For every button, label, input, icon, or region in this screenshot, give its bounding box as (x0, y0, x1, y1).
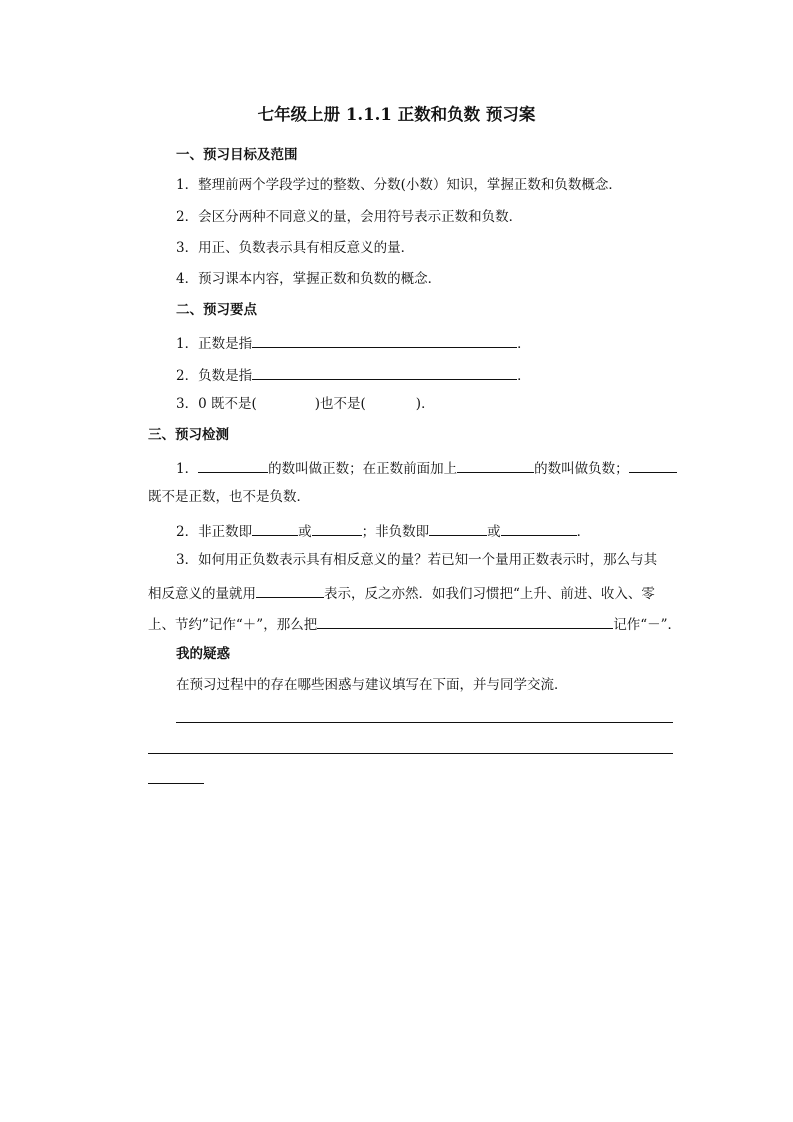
fill-blank[interactable] (252, 332, 517, 348)
keypoint-item (176, 395, 435, 413)
writing-line[interactable] (148, 753, 673, 754)
fill-blank[interactable] (457, 457, 534, 473)
fill-blank[interactable] (252, 520, 298, 536)
question-text: 的数叫做正数；在正数前面加上 (268, 461, 458, 477)
section-heading-keypoints: 二、预习要点 (176, 302, 257, 318)
writing-line[interactable] (148, 783, 204, 784)
keypoint-text: 3．0 既不是( (176, 396, 257, 412)
question-text: 1． (176, 461, 199, 477)
goal-item: 1．整理前两个学段学过的整数、分数(小数）知识，掌握正数和负数概念． (176, 177, 622, 193)
check-question (148, 582, 655, 603)
question-text: 表示，反之亦然．如我们习惯把“上升、前进、收入、零 (324, 586, 655, 602)
doubt-instruction: 在预习过程中的存在哪些困惑与建议填写在下面，并与同学交流． (176, 677, 568, 693)
question-text: 上、节约”记作“＋”，那么把 (148, 617, 318, 633)
page-title: 七年级上册 1.1.1 正数和负数 预习案 (257, 105, 536, 124)
fill-blank[interactable] (629, 457, 677, 473)
question-text: 2．非正数即 (176, 524, 253, 540)
check-question (148, 613, 681, 634)
question-text: 相反意义的量就用 (148, 586, 256, 602)
check-question: 3．如何用正负数表示具有相反意义的量？若已知一个量用正数表示时，那么与其 (176, 552, 658, 568)
section-heading-check: 三、预习检测 (148, 427, 229, 443)
keypoint-label: 1．正数是指 (176, 336, 253, 352)
goal-item: 2．会区分两种不同意义的量，会用符号表示正数和负数． (176, 209, 523, 225)
fill-blank[interactable] (198, 457, 268, 473)
check-question: 既不是正数，也不是负数． (148, 489, 310, 505)
writing-line[interactable] (176, 722, 673, 723)
keypoint-text: )也不是( (314, 396, 366, 412)
doubt-heading: 我的疑惑 (176, 646, 230, 662)
check-question (176, 520, 590, 541)
fill-blank[interactable] (317, 613, 613, 629)
question-text: 或 (487, 524, 501, 540)
question-text: 的数叫做负数； (534, 461, 629, 477)
keypoint-item (176, 332, 531, 353)
keypoint-item (176, 364, 531, 385)
goal-item: 3．用正、负数表示具有相反意义的量． (176, 240, 415, 256)
section-heading-goals: 一、预习目标及范围 (176, 147, 298, 163)
goal-item: 4．预习课本内容，掌握正数和负数的概念． (176, 271, 442, 287)
question-text: ；非负数即 (361, 524, 430, 540)
question-text: 或 (298, 524, 312, 540)
question-text: ． (576, 524, 591, 540)
punctuation: ． (517, 368, 531, 384)
fill-blank[interactable] (256, 582, 324, 598)
fill-blank[interactable] (312, 520, 362, 536)
check-question (176, 457, 677, 478)
keypoint-label: 2．负数是指 (176, 368, 253, 384)
fill-blank[interactable] (252, 364, 517, 380)
fill-blank[interactable] (501, 520, 577, 536)
question-text: 记作“－”． (613, 617, 682, 633)
fill-blank[interactable] (429, 520, 487, 536)
punctuation: ． (517, 336, 531, 352)
keypoint-text: )． (415, 396, 435, 412)
